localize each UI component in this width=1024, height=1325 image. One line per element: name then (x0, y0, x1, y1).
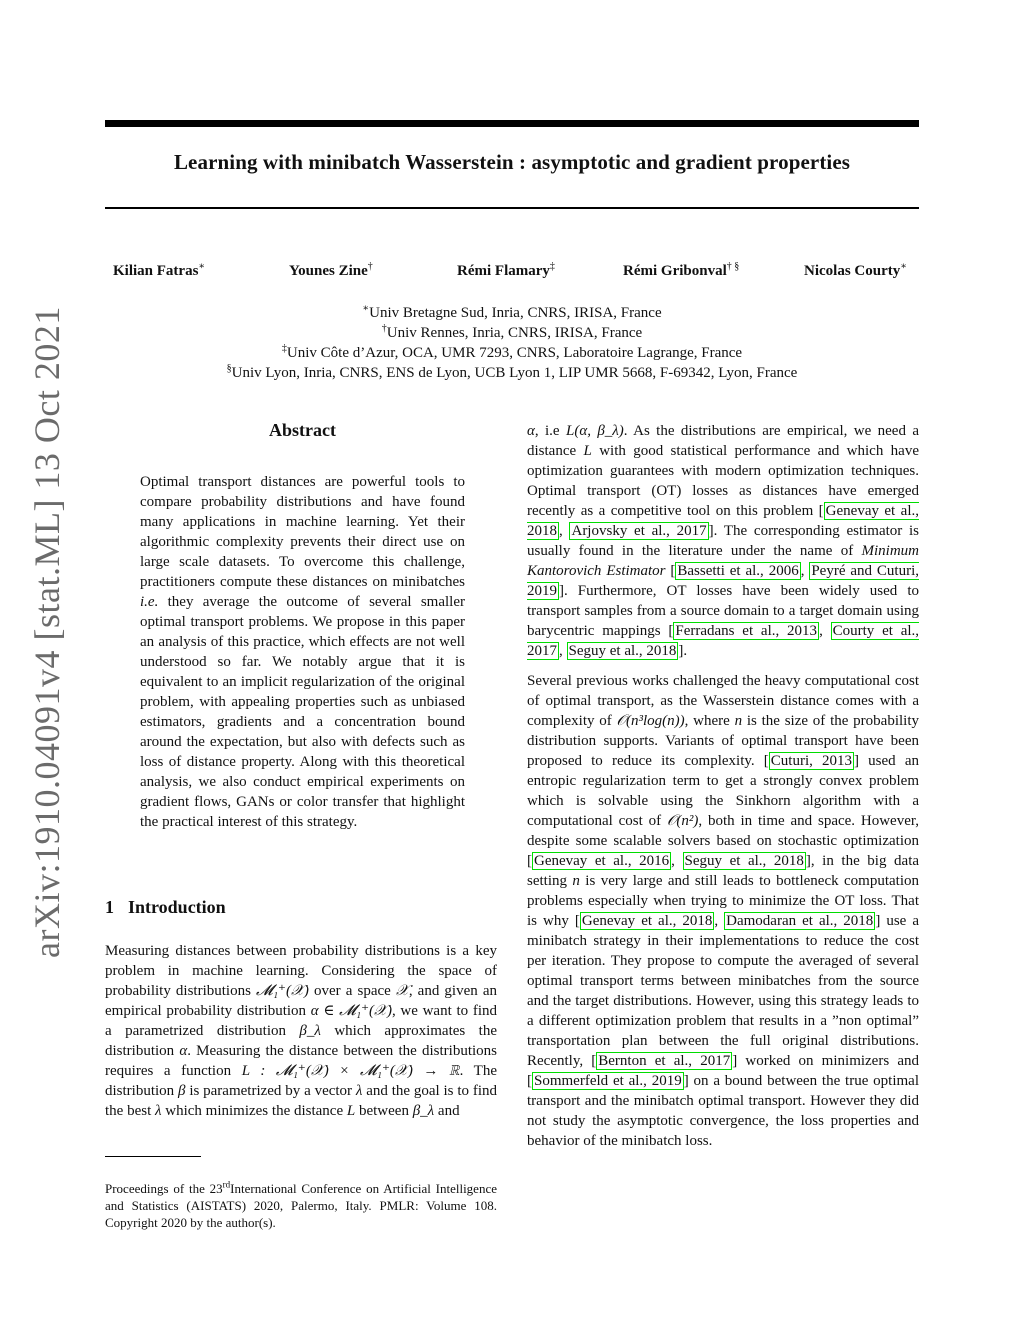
footnote-proceedings: Proceedings of the 23rdInternational Conference on Artificial Intelligence and Statistics (AISTATS) 2020, Palermo, Italy. PMLR: Volume 108. Copyright 2020 by the author(s). (105, 1179, 497, 1230)
affiliations (105, 303, 919, 383)
citation-link[interactable]: Arjovsky et al., 2017 (571, 523, 707, 539)
introduction-paragraph: Measuring distances between probability distributions is a key problem in machine learning. Considering the space of probability distributions 𝓜₁⁺(𝒳) over a space 𝒳, and given an empirical probability distribution α ∈ 𝓜₁⁺(𝒳), we want to find a parametrized distribution β_λ which approximates the distribution α. Measuring the distance between the distributions requires a function L : 𝓜₁⁺(𝒳) × 𝓜₁⁺(𝒳) → ℝ. The distribution β is parametrized by a vector λ and the goal is to find the best λ which minimizes the distance L between β_λ and (105, 943, 498, 1119)
citation-link[interactable]: Bernton et al., 2017 (598, 1053, 731, 1069)
citation-link[interactable]: Seguy et al., 2018 (684, 853, 804, 869)
citation-link[interactable]: Cuturi, 2013 (770, 753, 853, 769)
arxiv-stamp: arXiv:1910.04091v4 [stat.ML] 13 Oct 2021 (27, 306, 67, 958)
affiliation-3: ‡Univ Côte d’Azur, OCA, UMR 7293, CNRS, Laboratoire Lagrange, France (281, 343, 743, 361)
citation-link[interactable]: Sommerfeld et al., 2019 (534, 1073, 682, 1089)
author-3: Rémi Flamary‡ (457, 261, 555, 279)
affiliation-2: †Univ Rennes, Inria, CNRS, IRISA, France (381, 323, 643, 341)
citation-link[interactable]: Courty et al., 2017 (527, 623, 920, 659)
footnote-rule (105, 1156, 201, 1157)
right-paragraph-1: α, i.e L(α, β_λ). As the distributions are empirical, we need a distance L with good statistical performance and which have optimization guarantees with modern optimization techniques. Optimal transport (OT) losses as distances have emerged recently as a competitive tool on this problem [ Genevay et al., 2018 , Arjovsky et al., 2017 ]. The corresponding estimator is usually found in the literature under the name of Minimum Kantorovich Estimator [ Bassetti et al., 2006 , Peyré and Cuturi, 2019 ]. Furthermore, OT losses have been widely used to transport samples from a source domain to a target domain using barycentric mappings [ Ferradans et al., 2013 , Courty et al., 2017 , Seguy et al., 2018 ]. (527, 423, 920, 659)
affiliation-1: ∗Univ Bretagne Sud, Inria, CNRS, IRISA, France (362, 303, 662, 321)
citation-link[interactable]: Ferradans et al., 2013 (675, 623, 818, 639)
citation-link[interactable]: Damodaran et al., 2018 (726, 913, 874, 929)
citation-link[interactable]: Bassetti et al., 2006 (677, 563, 799, 579)
citation-link[interactable]: Genevay et al., 2016 (534, 853, 670, 869)
affiliation-4: §Univ Lyon, Inria, CNRS, ENS de Lyon, UCB Lyon 1, LIP UMR 5668, F-69342, Lyon, France (226, 363, 798, 381)
section-heading-introduction: 1 Introduction (105, 897, 226, 917)
citation-link[interactable]: Peyré and Cuturi, 2019 (527, 563, 920, 599)
right-paragraph-2: Several previous works challenged the heavy computational cost of optimal transport, as the Wasserstein distance comes with a complexity of 𝒪(n³log(n)), where n is the size of the probability distribution supports. Variants of optimal transport have been proposed to reduce its complexity. [ Cuturi, 2013 ] used an entropic regularization term to get a strongly convex problem which is solvable using the Sinkhorn algorithm with a computational cost of 𝒪(n²), both in time and space. However, despite some scalable solvers based on stochastic optimization [ Genevay et al., 2016 , Seguy et al., 2018 ], in the big data setting n is very large and still leads to bottleneck computation problems especially when trying to minimize the OT loss. That is why [ Genevay et al., 2018 , Damodaran et al., 2018 ] use a minibatch strategy in their implementations to reduce the cost per iteration. They propose to compute the averaged of several optimal transport terms between minibatches from the source and the target distributions. However, using this strategy leads to a different optimization problem that results in a ”non optimal” transportation plan between the full original distributions. Recently, [ Bernton et al., 2017 ] worked on minimizers and [ Sommerfeld et al., 2019 ] on a bound between the true optimal transport and the minibatch optimal transport. However they did not study the asymptotic convergence, the loss properties and behavior of the minibatch loss. (527, 673, 920, 1149)
citation-link[interactable]: Genevay et al., 2018 (581, 913, 713, 929)
title-rule-top (105, 120, 919, 127)
right-column (527, 421, 919, 1151)
abstract-body: Optimal transport distances are powerful tools to compare probability distributions and have found many applications in machine learning. Yet their algorithmic complexity prevents their direct use on large scale datasets. To overcome this challenge, practitioners compute these distances on minibatches i.e. they average the outcome of several smaller optimal transport problems. We propose in this paper an analysis of this practice, which effects are not well understood so far. We notably argue that it is equivalent to an implicit regularization of the original problem, with appealing properties such as unbiased estimators, gradients and a concentration bound around the expectation, but also with defects such as loss of distance property. Along with this theoretical analysis, we also conduct empirical experiments on gradient flows, GANs or color transfer that highlight the practical interest of this strategy. (140, 474, 465, 830)
citation-link[interactable]: Genevay et al., 2018 (527, 503, 919, 539)
paper-title: Learning with minibatch Wasserstein : asymptotic and gradient properties (173, 150, 851, 174)
author-2: Younes Zine† (289, 261, 373, 279)
abstract-heading: Abstract (269, 420, 336, 440)
author-5: Nicolas Courty∗ (804, 261, 908, 279)
author-1: Kilian Fatras∗ (113, 261, 206, 279)
title-rule-bottom (105, 207, 919, 209)
author-4: Rémi Gribonval† § (623, 261, 740, 279)
citation-link[interactable]: Seguy et al., 2018 (568, 643, 677, 659)
